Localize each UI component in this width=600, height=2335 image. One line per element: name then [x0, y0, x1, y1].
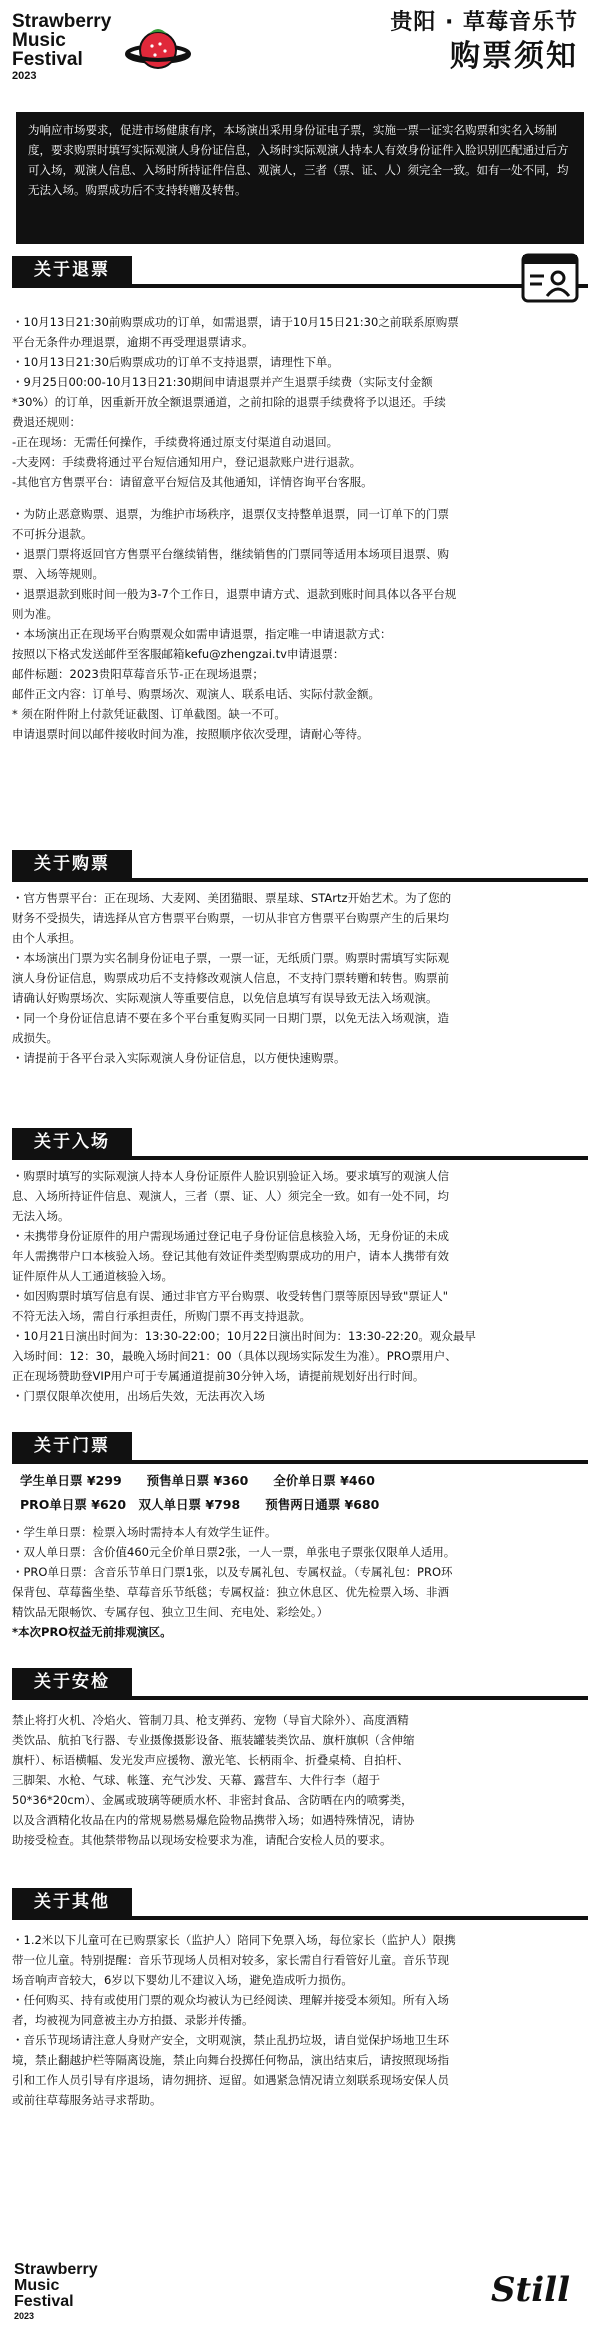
- other-line: 场音响声音较大，6岁以下婴幼儿不建议入场，避免造成听力损伤。: [12, 1973, 353, 1987]
- tickets-text: [12, 1522, 588, 1642]
- section-title-refund: 关于退票: [12, 256, 132, 284]
- security-line: 以及含酒精化妆品在内的常规易燃易爆危险物品携带入场；如遇特殊情况，请协: [12, 1813, 415, 1827]
- refund-line: 邮件正文内容：订单号、购票场次、观演人、联系电话、实际付款金额。: [12, 687, 380, 701]
- refund-line: 不可拆分退款。: [12, 527, 93, 541]
- security-text: [12, 1710, 588, 1850]
- purchase-line: 请确认好购票场次、实际观演人等重要信息，以免信息填写有误导致无法入场观演。: [12, 991, 438, 1005]
- refund-line: * 须在附件附上付款凭证截图、订单截图。缺一不可。: [12, 707, 286, 721]
- purchase-line: 成损失。: [12, 1031, 58, 1045]
- refund-line: 邮件标题：2023贵阳草莓音乐节-正在现场退票；: [12, 667, 264, 681]
- purchase-text: [12, 888, 588, 1068]
- purchase-line: 演人身份证信息，购票成功后不支持修改观演人信息，不支持门票转赠和转售。购票前: [12, 971, 449, 985]
- section-divider: [12, 1916, 588, 1920]
- page-header: [0, 0, 600, 108]
- other-line: 引和工作人员引导有序退场，请勿拥挤、逗留。如遇紧急情况请立刻联系现场安保人员: [12, 2073, 449, 2087]
- section-divider: [12, 284, 588, 288]
- refund-line: -正在现场：无需任何操作，手续费将通过原支付渠道自动退回。: [12, 435, 339, 449]
- other-line: ・1.2米以下儿童可在已购票家长（监护人）陪同下免票入场，每位家长（监护人）限携: [12, 1933, 456, 1947]
- entry-line: 入场时间：12：30，最晚入场时间21：00（具体以现场实际发生为准）。PRO票用户、: [12, 1349, 457, 1363]
- ticket-line: 保背包、草莓酱坐垫、草莓音乐节纸毯；专属权益：独立休息区、优先检票入场、非酒: [12, 1585, 449, 1599]
- strawberry-planet-icon: [124, 14, 192, 82]
- security-line: 三脚架、水枪、气球、帐篷、充气沙发、天幕、露营车、大件行李（超于: [12, 1773, 380, 1787]
- other-line: 者，均被视为同意被主办方拍摄、录影并传播。: [12, 2013, 254, 2027]
- title-line-1: 贵阳 · 草莓音乐节: [390, 10, 578, 35]
- refund-line: ・10月13日21:30后购票成功的订单不支持退票，请理性下单。: [12, 355, 339, 369]
- other-line: 带一位儿童。特别提醒：音乐节现场人员相对较多，家长需自行看管好儿童。音乐节现: [12, 1953, 449, 1967]
- ticket-line: ・PRO单日票：含音乐节单日门票1张，以及专属礼包、专属权益。（专属礼包：PRO环: [12, 1565, 453, 1579]
- page-title: [390, 8, 578, 76]
- logo-line-1: Strawberry: [12, 11, 112, 32]
- entry-line: ・未携带身份证原件的用户需现场通过登记电子身份证信息核验入场，无身份证的未成: [12, 1229, 449, 1243]
- purchase-line: ・官方售票平台：正在现场、大麦网、美团猫眼、票星球、STArtz开始艺术。为了您的: [12, 891, 452, 905]
- section-title-tickets: 关于门票: [12, 1432, 132, 1460]
- ticket-line: 精饮品无限畅饮、专属存包、独立卫生间、充电处、彩绘处。）: [12, 1605, 329, 1619]
- refund-line: *30%）的订单，因重新开放全额退票通道，之前扣除的退票手续费将予以退还。手续: [12, 395, 446, 409]
- section-divider: [12, 1696, 588, 1700]
- footer-logo-year: 2023: [14, 2311, 35, 2321]
- festival-logo: [12, 12, 111, 83]
- refund-line: ・本场演出正在现场平台购票观众如需申请退票，指定唯一申请退款方式：: [12, 627, 392, 641]
- ticket-prices-row-2: PRO单日票 ¥620 双人单日票 ¥798 预售两日通票 ¥680: [20, 1497, 380, 1512]
- purchase-line: 财务不受损失，请选择从官方售票平台购票，一切从非官方售票平台购票产生的后果均: [12, 911, 449, 925]
- security-line: 旗杆）、标语横幅、发光发声应援物、激光笔、长柄雨伞、折叠桌椅、自拍杆、: [12, 1753, 409, 1767]
- section-title-entry: 关于入场: [12, 1128, 132, 1156]
- refund-line: 申请退票时间以邮件接收时间为准，按照顺序依次受理，请耐心等待。: [12, 727, 369, 741]
- section-entry: [12, 1128, 588, 1156]
- refund-text: [12, 312, 588, 744]
- footer-logo-line-2: Music: [14, 2277, 60, 2294]
- logo-line-2: Music: [12, 30, 66, 51]
- refund-line: 平台无条件办理退票，逾期不再受理退票请求。: [12, 335, 254, 349]
- refund-line: 费退还规则：: [12, 415, 81, 429]
- purchase-line: 由个人承担。: [12, 931, 81, 945]
- security-line: 助接受检查。其他禁带物品以现场安检要求为准，请配合安检人员的要求。: [12, 1833, 392, 1847]
- other-line: ・任何购买、持有或使用门票的观众均被认为已经阅读、理解并接受本须知。所有入场: [12, 1993, 449, 2007]
- ticket-line: ・学生单日票：检票入场时需持本人有效学生证件。: [12, 1525, 277, 1539]
- purchase-line: ・请提前于各平台录入实际观演人身份证信息，以方便快速购票。: [12, 1051, 346, 1065]
- still-brand-logo: Still: [490, 2270, 570, 2310]
- title-line-2: 购票须知: [450, 39, 578, 74]
- footer-logo-line-3: Festival: [14, 2293, 74, 2310]
- entry-line: 不符无法入场，需自行承担责任，所购门票不再支持退款。: [12, 1309, 311, 1323]
- section-divider: [12, 1156, 588, 1160]
- refund-line: -大麦网：手续费将通过平台短信通知用户，登记退款账户进行退款。: [12, 455, 362, 469]
- refund-line: 票、入场等规则。: [12, 567, 104, 581]
- section-title-other: 关于其他: [12, 1888, 132, 1916]
- refund-line: -其他官方售票平台：请留意平台短信及其他通知，详情咨询平台客服。: [12, 475, 373, 489]
- entry-line: ・如因购票时填写信息有误、通过非官方平台购票、收受转售门票等原因导致"票证人": [12, 1289, 449, 1303]
- security-line: 类饮品、航拍飞行器、专业摄像摄影设备、瓶装罐装类饮品、旗杆旗帜（含伸缩: [12, 1733, 415, 1747]
- other-line: 或前往草莓服务站寻求帮助。: [12, 2093, 162, 2107]
- refund-line: ・10月13日21:30前购票成功的订单，如需退票，请于10月15日21:30之前联系原购票: [12, 315, 459, 329]
- other-text: [12, 1930, 588, 2110]
- section-divider: [12, 1460, 588, 1464]
- refund-line: ・退票退款到账时间一般为3-7个工作日，退票申请方式、退款到账时间具体以各平台规: [12, 587, 457, 601]
- id-card-icon: [520, 252, 580, 304]
- purchase-line: ・本场演出门票为实名制身份证电子票，一票一证，无纸质门票。购票时需填写实际观: [12, 951, 449, 965]
- ticket-line: ・双人单日票：含价值460元全价单日票2张，一人一票，单张电子票张仅限单人适用。: [12, 1545, 456, 1559]
- logo-line-3: Festival: [12, 49, 83, 70]
- refund-line: ・为防止恶意购票、退票，为维护市场秩序，退票仅支持整单退票，同一订单下的门票: [12, 507, 449, 521]
- security-line: 50*36*20cm）、金属或玻璃等硬质水杯、非密封食品、含防晒在内的喷雾类，: [12, 1793, 413, 1807]
- refund-line: ・退票门票将返回官方售票平台继续销售，继续销售的门票同等适用本场项目退票、购: [12, 547, 449, 561]
- section-divider: [12, 878, 588, 882]
- pro-note: *本次PRO权益无前排观演区。: [12, 1625, 172, 1639]
- entry-line: 息、入场所持证件信息、观演人，三者（票、证、人）须完全一致。如有一处不同，均: [12, 1189, 449, 1203]
- entry-line: ・10月21日演出时间为：13:30-22:00；10月22日演出时间为：13:30-22:20。观众最早: [12, 1329, 476, 1343]
- purchase-line: ・同一个身份证信息请不要在多个平台重复购买同一日期门票，以免无法入场观演，造: [12, 1011, 449, 1025]
- entry-line: 正在现场赞助登VIP用户可于专属通道提前30分钟入场，请提前规划好出行时间。: [12, 1369, 425, 1383]
- section-security: [12, 1668, 588, 1696]
- ticket-prices-row-1: 学生单日票 ¥299 预售单日票 ¥360 全价单日票 ¥460: [20, 1473, 375, 1488]
- section-tickets: [12, 1432, 588, 1460]
- footer-festival-logo: [14, 2262, 98, 2322]
- refund-line: 按照以下格式发送邮件至客服邮箱kefu@zhengzai.tv申请退票：: [12, 647, 345, 661]
- real-name-notice: 为响应市场要求，促进市场健康有序，本场演出采用身份证电子票，实施一票一证实名购票和实名入场制度，要求购票时填写实际观演人身份证信息，入场时实际观演人持本人有效身份证件入脸识别匹配通过后方可入场，观演人信息、入场时所持证件信息、观演人，三者（票、证、人）须完全一致。如有一处不同，均无法入场。购票成功后不支持转赠及转售。: [16, 112, 584, 244]
- footer-logo-line-1: Strawberry: [14, 2261, 98, 2278]
- refund-line: ・9月25日00:00-10月13日21:30期间申请退票并产生退票手续费（实际支付金额: [12, 375, 433, 389]
- entry-line: ・门票仅限单次使用，出场后失效，无法再次入场: [12, 1389, 265, 1403]
- other-line: 境，禁止翻越护栏等隔离设施，禁止向舞台投掷任何物品，演出结束后，请按照现场指: [12, 2053, 449, 2067]
- entry-text: [12, 1166, 588, 1406]
- entry-line: 证件原件从人工通道核验入场。: [12, 1269, 173, 1283]
- security-line: 禁止将打火机、冷焰火、管制刀具、枪支弹药、宠物（导盲犬除外）、高度酒精: [12, 1713, 409, 1727]
- section-purchase: [12, 850, 588, 878]
- entry-line: ・购票时填写的实际观演人持本人身份证原件人脸识别验证入场。要求填写的观演人信: [12, 1169, 449, 1183]
- entry-line: 年人需携带户口本核验入场。登记其他有效证件类型购票成功的用户，请本人携带有效: [12, 1249, 449, 1263]
- spacer: [12, 492, 588, 504]
- section-title-purchase: 关于购票: [12, 850, 132, 878]
- entry-line: 无法入场。: [12, 1209, 70, 1223]
- section-other: [12, 1888, 588, 1916]
- section-refund: [12, 256, 588, 284]
- other-line: ・音乐节现场请注意人身财产安全，文明观演，禁止乱扔垃圾，请自觉保护场地卫生环: [12, 2033, 449, 2047]
- logo-year: 2023: [12, 70, 37, 82]
- refund-line: 则为准。: [12, 607, 58, 621]
- section-title-security: 关于安检: [12, 1668, 132, 1696]
